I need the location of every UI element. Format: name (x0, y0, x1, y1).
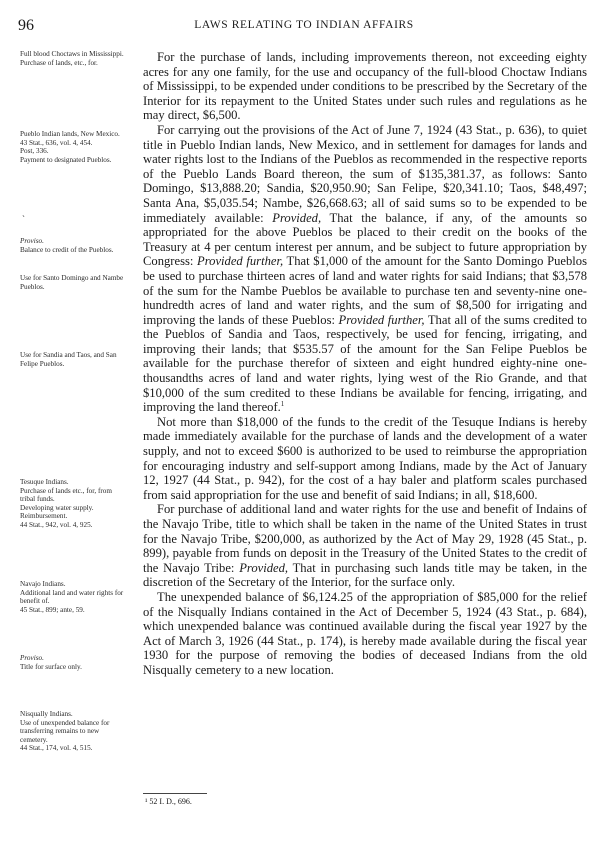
paragraph-nisqually: The unexpended balance of $6,124.25 of the appropriation of $85,000 for the relief of the Nisqually Indians contained in the Act of December 5, 1924 (43 Stat., p. 684), which unexpended balance was continued available during the fiscal year 1927 by the Act of March 3, 1926 (44 Stat., p. 174), is hereby made available during the fiscal year 1930 for the purpose of removing the bodies of deceased Indians from the old Nisqually cemetery to a new location. (143, 589, 587, 677)
paragraph-text: That in purchasing such lands title may be taken, in the discretion of the Secretary of the Interior, for the surface only. (143, 560, 587, 590)
paragraph-choctaw: For the purchase of lands, including improvements thereon, not exceeding eighty acres for any one family, for the use and occupancy of the full-blood Choctaw Indians of Mississippi, to be expended under conditions to be prescribed by the Secretary of the Interior for its repayment to the United States under such rules and regulations as he may direct, $6,500. (143, 50, 587, 123)
margin-note-tesuque (20, 478, 126, 530)
margin-note-proviso-balance (20, 237, 126, 254)
proviso-label: Provided, (272, 210, 322, 225)
margin-note-line: Purchase of lands, etc., for. (20, 58, 98, 67)
margin-note-line: Use for Santo Domingo and Nambe Pueblos. (20, 274, 124, 291)
margin-note-line: Purchase of lands etc., for, from tribal funds. (20, 486, 112, 504)
margin-note-line: 45 Stat., 899; ante, 59. (20, 605, 85, 614)
running-head: LAWS RELATING TO INDIAN AFFAIRS (194, 19, 414, 31)
paragraph-text: That the balance, if any, of the amounts so appropriated for the above Pueblos be placed to their credit on the books of the Treasury at 4 per centum interest per annum, and be subject to future appropriation by Congress: (143, 210, 587, 269)
proviso-label: Provided further, (338, 312, 425, 327)
margin-note-line: Developing water supply. (20, 503, 94, 512)
proviso-label: Provided further, (197, 254, 284, 269)
body-text (143, 50, 587, 678)
paragraph-text: That all of the sums credited to the Pueblos of Sandia and Taos, respectively, be used for fencing, irrigating, and improving their lands; that $535.57 of the amount for the San Felipe Pueblos be available for the purchase therefor of sixteen and eight hundred eighty-nine one-thousandths acres of land and water rights, lying west of the Rio Grande, and that $10,000 of the sum credited to these Indians be available for fencing, irrigating, and improving the land thereof. (143, 312, 587, 415)
margin-note-proviso-title (20, 654, 126, 671)
margin-note-line: Full blood Choctaws in Mississippi. (20, 50, 124, 58)
margin-note-sandia-taos (20, 351, 126, 368)
margin-note-nisqually (20, 710, 126, 753)
paragraph-text: That $1,000 of the amount for the Santo Domingo Pueblos be used to purchase thirteen acres of land and water rights for said Indians; that $3,578 of the sum for the Nambe Pueblos be available to purchase ten and seventy-nine one-hundredth acres of land and water rights, and the sum of $8,500 for irrigating and improving the lands of these Pueblos: (143, 254, 587, 327)
footnote-rule (143, 793, 207, 794)
margin-note-line: Use of unexpended balance for transferring remains to new cemetery. (20, 718, 110, 744)
margin-note-line: Pueblo Indian lands, New Mexico. (20, 130, 120, 138)
margin-note-line: 43 Stat., 636, vol. 4, 454. (20, 138, 93, 147)
margin-note-line: Balance to credit of the Pueblos. (20, 245, 114, 254)
proviso-label: Provided, (239, 560, 289, 575)
footnote-marker: 1 (280, 400, 285, 409)
margin-note-choctaw (20, 50, 126, 67)
paragraph-text: For purchase of additional land and water rights for the use and benefit of Indains of the Navajo Tribe, title to which shall be taken in the name of the United States in trust for the Navajo Tribe, $200,000, as authorized by the Act of May 29, 1928 (45 Stat., p. 899), payable from funds on deposit in the Treasury of the United States to the credit of the Navajo Tribe: (143, 502, 587, 575)
margin-note-line: Proviso. (20, 237, 44, 245)
margin-note-line: Reimbursement. (20, 512, 68, 521)
margin-note-line: Navajo Indians. (20, 580, 66, 588)
footnote: ¹ 52 I. D., 696. (145, 797, 192, 806)
paragraph-text: For carrying out the provisions of the Act of June 7, 1924 (43 Stat., p. 636), to quiet title in Pueblo Indian lands, New Mexico, and in settlement for damages for lands and water rights lost to the Indians of the Pueblos as recommended in the respective reports of the Pueblo Lands Board thereon, the sum of $135,381.37, as follows: Santo Domingo, $13,888.20; Sandia, $20,950.90; San Felipe, $20,341.10; Taos, $48,497; Santa Ana, $5,035.54; Nambe, $26,668.63; all of said sums so to be expended to be immediately available: (143, 122, 587, 225)
margin-note-line: 44 Stat., 942, vol. 4, 925. (20, 520, 93, 529)
margin-note-line: Proviso. (20, 654, 44, 662)
stray-mark: ˎ (22, 207, 25, 217)
margin-note-line: Additional land and water rights for benefit of. (20, 588, 124, 606)
paragraph-navajo (143, 502, 587, 590)
margin-note-line: Nisqually Indians. (20, 710, 73, 718)
margin-note-line: Payment to designated Pueblos. (20, 155, 112, 164)
margin-note-line: 44 Stat., 174, vol. 4, 515. (20, 744, 93, 753)
margin-note-navajo (20, 580, 126, 614)
margin-note-santo-domingo (20, 274, 126, 291)
margin-note-line: Use for Sandia and Taos, and San Felipe Pueblos. (20, 351, 117, 368)
margin-note-line: Tesuque Indians. (20, 478, 69, 486)
margin-note-pueblo (20, 130, 126, 164)
margin-note-line: Post, 336. (20, 147, 49, 156)
page-header (18, 17, 590, 35)
page-number: 96 (18, 17, 34, 34)
paragraph-tesuque: Not more than $18,000 of the funds to the credit of the Tesuque Indians is hereby made immediately available for the purchase of lands and the development of a water supply, and not to exceed $600 is authorized to be used to reimburse the appropriation for encouraging industry and self-support among Indians, made by the Act of January 12, 1927 (44 Stat., p. 942), for the cost of a hay baler and platform scales purchased from said appropriation for the use and benefit of said Indians; in all, $18,600. (143, 414, 587, 502)
paragraph-pueblo (143, 123, 587, 415)
margin-note-line: Title for surface only. (20, 662, 82, 671)
